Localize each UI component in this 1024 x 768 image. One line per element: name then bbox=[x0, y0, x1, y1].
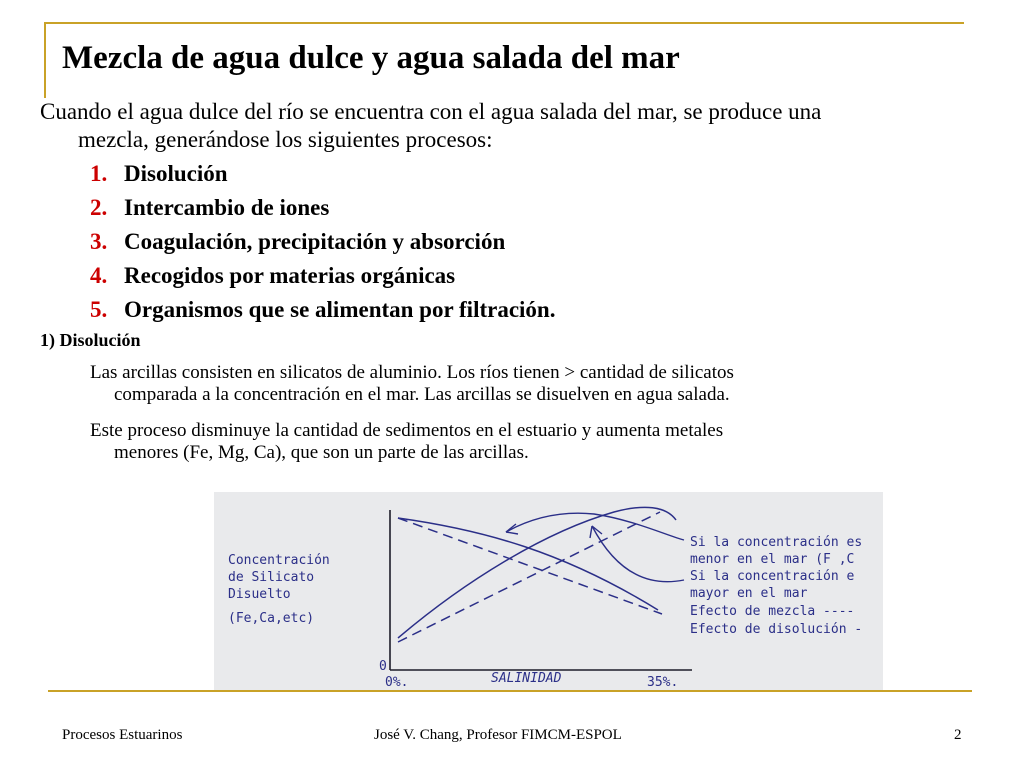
process-item bbox=[90, 157, 555, 191]
silicate-diagram bbox=[214, 492, 883, 690]
title-rule-left bbox=[44, 22, 46, 98]
figure-annotation: menor en el mar (F ,C bbox=[690, 552, 855, 567]
figure-annotation: Si la concentración e bbox=[690, 569, 855, 584]
process-list bbox=[90, 157, 555, 327]
intro-line-1: Cuando el agua dulce del río se encuentra con el agua salada del mar, se produce una bbox=[40, 99, 822, 124]
process-number: 4. bbox=[90, 263, 108, 288]
figure-ylabel-line: de Silicato bbox=[228, 570, 315, 585]
process-number: 5. bbox=[90, 297, 108, 322]
paragraph-1 bbox=[90, 362, 950, 406]
process-number: 2. bbox=[90, 195, 108, 220]
slide-title: Mezcla de agua dulce y agua salada del mar bbox=[62, 40, 680, 76]
figure-annotation-arrow bbox=[592, 526, 684, 582]
process-label: Coagulación, precipitación y absorción bbox=[124, 229, 506, 254]
figure-annotation: Efecto de mezcla ---- bbox=[690, 604, 855, 619]
process-label: Intercambio de iones bbox=[124, 195, 330, 220]
process-item bbox=[90, 259, 555, 293]
process-item bbox=[90, 225, 555, 259]
intro-text bbox=[40, 98, 990, 154]
paragraph-2-line-2: menores (Fe, Mg, Ca), que son un parte de las arcillas. bbox=[114, 442, 529, 463]
figure-annotation: Si la concentración es bbox=[690, 535, 863, 550]
process-label: Disolución bbox=[124, 161, 228, 186]
figure-x-start-label: 0%. bbox=[385, 675, 409, 690]
page-number: 2 bbox=[954, 727, 962, 743]
footer-rule bbox=[48, 690, 972, 692]
silicate-figure bbox=[214, 492, 883, 690]
figure-ylabel-line: Disuelto bbox=[228, 587, 291, 602]
paragraph-2 bbox=[90, 420, 950, 464]
figure-annotation: Efecto de disolución - bbox=[690, 622, 863, 637]
section-heading: 1) Disolución bbox=[40, 330, 141, 350]
footer-course: Procesos Estuarinos bbox=[62, 727, 183, 743]
intro-line-2: mezcla, generándose los siguientes procesos: bbox=[78, 127, 493, 152]
process-item bbox=[90, 191, 555, 225]
figure-annotation-arrow bbox=[506, 513, 684, 540]
process-label: Recogidos por materias orgánicas bbox=[124, 263, 456, 288]
paragraph-2-line-1: Este proceso disminuye la cantidad de sedimentos en el estuario y aumenta metales bbox=[90, 420, 724, 441]
process-label: Organismos que se alimentan por filtración. bbox=[124, 297, 556, 322]
figure-x-end-label: 35%. bbox=[647, 675, 679, 690]
process-number: 1. bbox=[90, 161, 108, 186]
process-item bbox=[90, 293, 555, 327]
figure-annotation: mayor en el mar bbox=[690, 586, 808, 601]
figure-ylabel-line: (Fe,Ca,etc) bbox=[228, 611, 315, 626]
paragraph-1-line-2: comparada a la concentración en el mar. Las arcillas se disuelven en agua salada. bbox=[114, 384, 730, 405]
figure-origin-label: 0 bbox=[379, 659, 387, 674]
figure-xlabel: SALINIDAD bbox=[491, 671, 562, 686]
footer-author: José V. Chang, Profesor FIMCM-ESPOL bbox=[374, 727, 622, 743]
title-rule-top bbox=[44, 22, 964, 24]
paragraph-1-line-1: Las arcillas consisten en silicatos de aluminio. Los ríos tienen > cantidad de silicatos bbox=[90, 362, 734, 383]
process-number: 3. bbox=[90, 229, 108, 254]
figure-ylabel-line: Concentración bbox=[228, 553, 330, 568]
